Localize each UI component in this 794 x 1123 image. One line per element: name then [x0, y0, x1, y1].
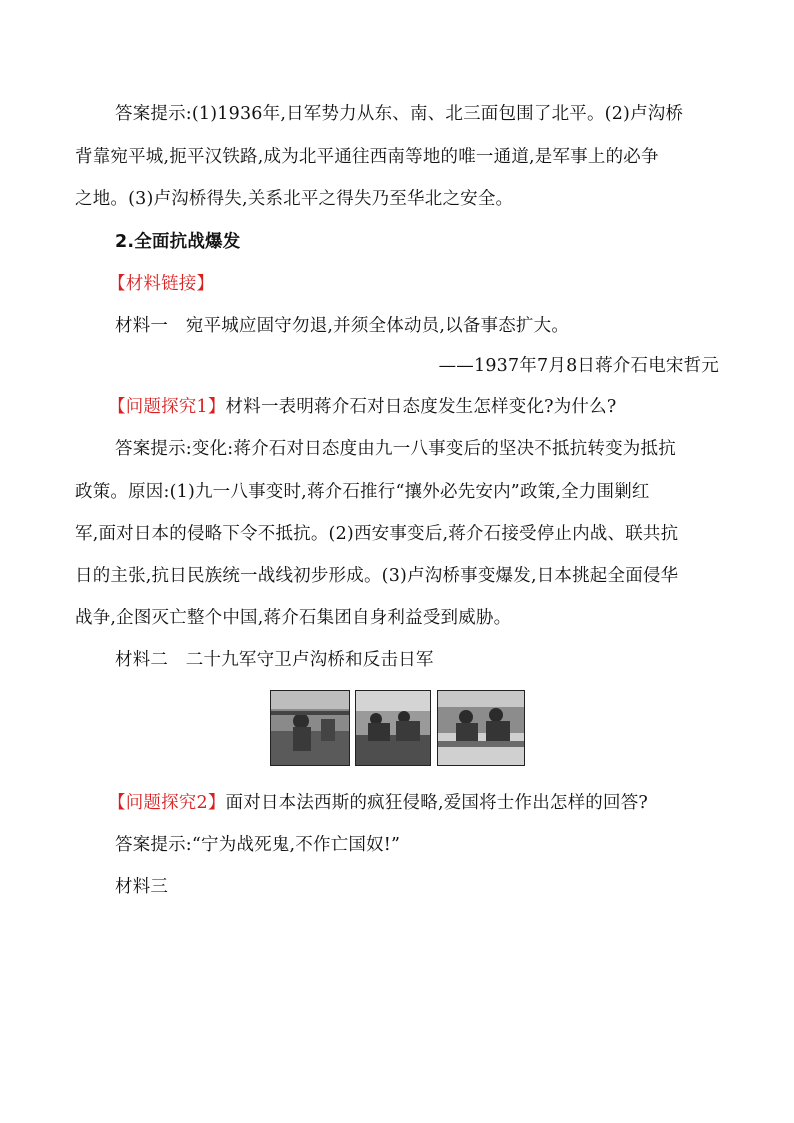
question1 [108, 396, 753, 418]
photo-soldiers-bridge [270, 690, 350, 766]
historical-photos [270, 690, 524, 765]
photo-soldiers-trench [437, 690, 525, 766]
material1-text: 材料一 宛平城应固守勿退,并须全体动员,以备事态扩大。 [115, 316, 570, 336]
material-link-label: 【材料链接】 [108, 274, 215, 294]
question1-label: 【问题探究1】 [108, 397, 226, 417]
answer1-line2: 背靠宛平城,扼平汉铁路,成为北平通往西南等地的唯一通道,是军事上的必争 [75, 147, 659, 167]
question1-text: 材料一表明蒋介石对日态度发生怎样变化?为什么? [225, 397, 617, 417]
answer3-text: 答案提示:“宁为战死鬼,不作亡国奴!” [115, 835, 401, 855]
answer2-line2: 政策。原因:(1)九一八事变时,蒋介石推行“攘外必先安内”政策,全力围剿红 [75, 482, 650, 502]
answer2-line1: 答案提示:变化:蒋介石对日态度由九一八事变后的坚决不抵抗转变为抵抗 [115, 439, 676, 459]
material3-text: 材料三 [115, 877, 169, 897]
question2 [108, 792, 753, 814]
answer2-line5: 战争,企图灭亡整个中国,蒋介石集团自身利益受到威胁。 [75, 608, 512, 628]
material2-text: 材料二 二十九军守卫卢沟桥和反击日军 [115, 650, 434, 670]
answer2-line3: 军,面对日本的侵略下令不抵抗。(2)西安事变后,蒋介石接受停止内战、联共抗 [75, 524, 679, 544]
question2-text: 面对日本法西斯的疯狂侵略,爱国将士作出怎样的回答? [225, 793, 648, 813]
material1-source: ——1937年7月8日蒋介石电宋哲元 [438, 356, 719, 376]
photo-soldiers-firing [355, 690, 431, 766]
section-title: 2.全面抗战爆发 [115, 232, 241, 252]
answer2-line4: 日的主张,抗日民族统一战线初步形成。(3)卢沟桥事变爆发,日本挑起全面侵华 [75, 566, 679, 586]
question2-label: 【问题探究2】 [108, 793, 226, 813]
answer1-line3: 之地。(3)卢沟桥得失,关系北平之得失乃至华北之安全。 [75, 189, 514, 209]
answer1-line1: 答案提示:(1)1936年,日军势力从东、南、北三面包围了北平。(2)卢沟桥 [115, 104, 684, 124]
